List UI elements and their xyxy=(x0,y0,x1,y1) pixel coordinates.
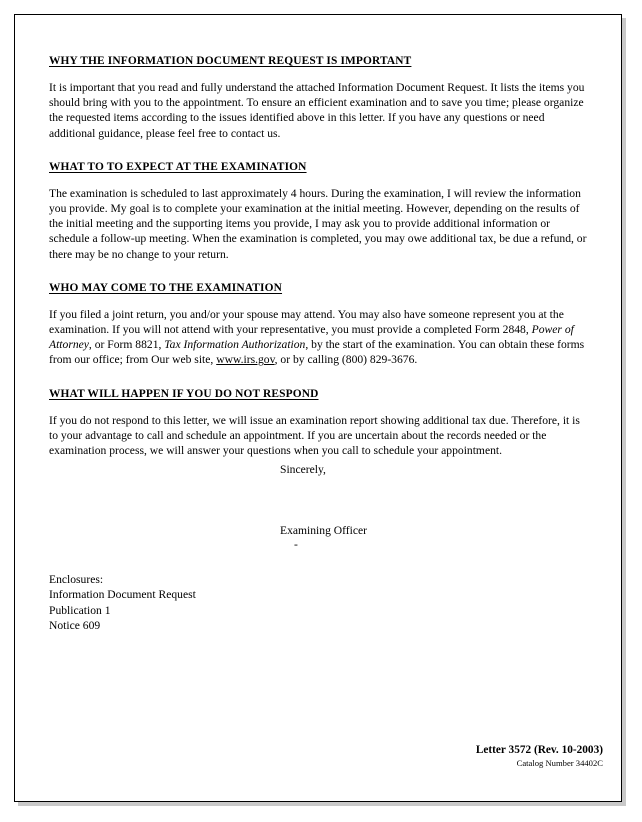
who-may-come-text-4: , or by calling (800) 829-3676. xyxy=(274,353,418,367)
footer-catalog-number: Catalog Number 34402C xyxy=(516,758,603,768)
section-heading-what-to-expect: WHAT TO TO EXPECT AT THE EXAMINATION xyxy=(49,160,307,173)
irs-website-link[interactable]: www.irs.gov xyxy=(216,353,275,367)
who-may-come-text-2: , or Form 8821, xyxy=(88,338,165,352)
section-body-why-important: It is important that you read and fully understand the attached Information Document Request. It lists the items you should bring with you to the appointment. To ensure an efficient examination and to save you time; please organize the requested items according to the issues identified above in this letter. If you have any questions or need additional guidance, please feel free to contact us. xyxy=(49,81,585,140)
document-body xyxy=(49,55,589,478)
form-8821-title: Tax Information Authorization xyxy=(164,338,306,352)
section-heading-if-no-response: WHAT WILL HAPPEN IF YOU DO NOT RESPOND xyxy=(49,387,319,400)
section-body-if-no-response: If you do not respond to this letter, we will issue an examination report showing additional tax due. Therefore, it is to your advantage to call and schedule an appointment. If you are uncertain about the records needed or the examination process, we will answer your questions when you call to schedule your appointment. xyxy=(49,413,580,458)
enclosures-label: Enclosures: xyxy=(49,573,104,586)
signature-title: Examining Officer xyxy=(280,524,368,538)
section-heading-why-important: WHY THE INFORMATION DOCUMENT REQUEST IS IMPORTANT xyxy=(49,55,412,67)
signature-block xyxy=(280,462,367,551)
who-may-come-text-3: , by the start of the examination. You can obtain these forms from our office; from Our web site, xyxy=(49,338,585,367)
enclosure-item-notice-609: Notice 609 xyxy=(49,619,101,633)
section-heading-who-may-come: WHO MAY COME TO THE EXAMINATION xyxy=(49,281,283,294)
who-may-come-text-1: If you filed a joint return, you and/or your spouse may attend. You may also have someone represent you at the examination. If you will not attend with your representative, you must provide a completed Form 2848, xyxy=(49,307,564,337)
enclosures-block xyxy=(49,572,196,634)
form-2848-title: Power of Attorney xyxy=(49,323,574,352)
section-body-what-to-expect: The examination is scheduled to last approximately 4 hours. During the examination, I will review the information you provide. My goal is to complete your examination at the initial meeting. However, depending on the results of the initial meeting and the supporting items you provide, I may ask you to provide additional information or schedule a follow-up meeting. When the examination is completed, you may owe additional tax, be due a refund, or there may be no change to your return. xyxy=(49,186,587,261)
document-footer xyxy=(476,743,603,769)
document-page xyxy=(14,14,622,802)
signature-dash: - xyxy=(294,538,298,552)
enclosure-item-information-document-request: Information Document Request xyxy=(49,588,196,602)
signature-closing: Sincerely, xyxy=(280,463,326,476)
enclosure-item-publication-1: Publication 1 xyxy=(49,603,111,617)
footer-letter-number: Letter 3572 (Rev. 10-2003) xyxy=(475,744,603,756)
section-body-who-may-come xyxy=(49,307,589,368)
